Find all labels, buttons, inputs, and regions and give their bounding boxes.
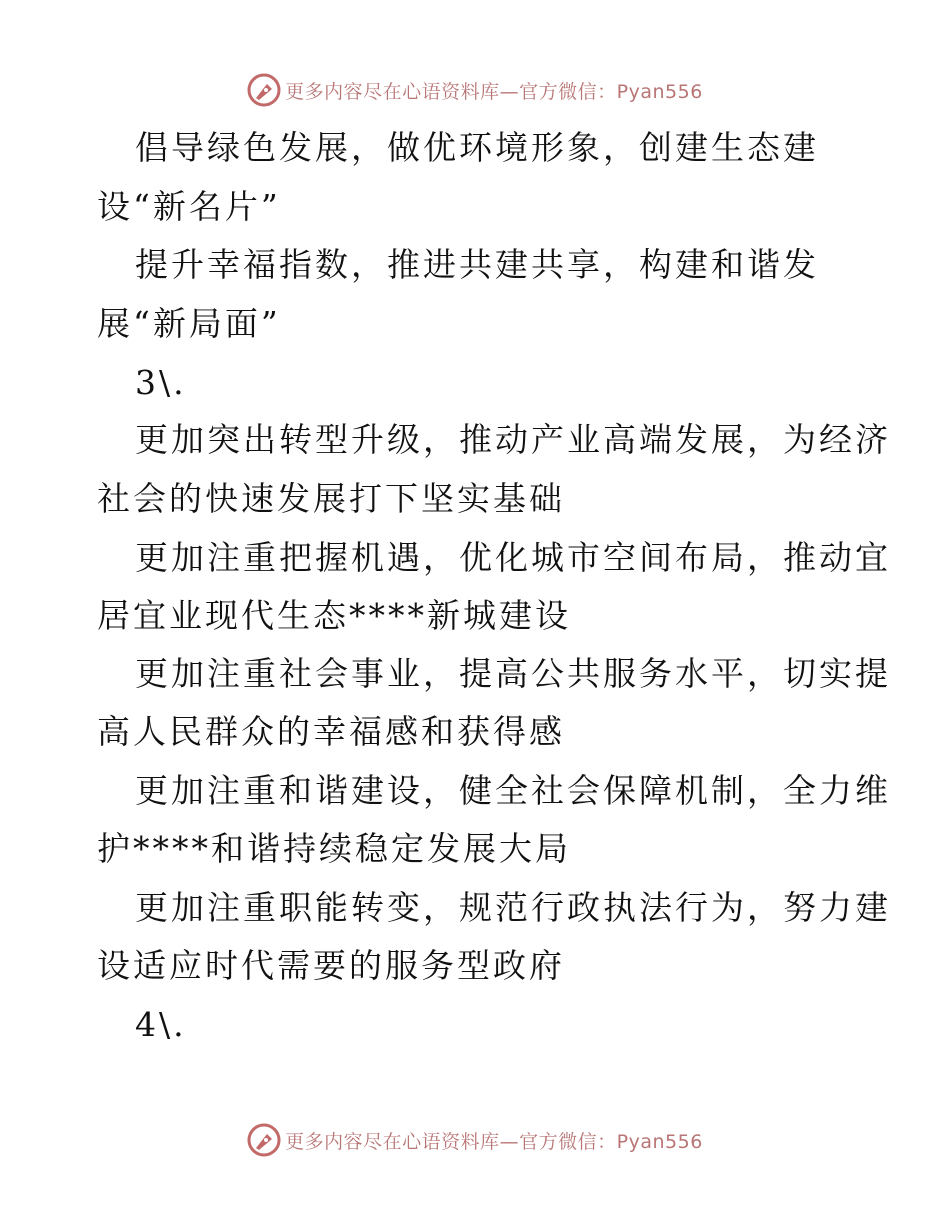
paragraph-line: 更加注重社会事业，提高公共服务水平，切实提	[135, 654, 891, 693]
pen-nib-logo-icon	[247, 73, 281, 107]
paragraph-line: 设“新名片”	[97, 187, 281, 226]
header-watermark	[0, 70, 950, 110]
paragraph-line: 更加注重把握机遇，优化城市空间布局，推动宜	[135, 538, 891, 577]
paragraph-line: 设适应时代需要的服务型政府	[97, 946, 565, 985]
paragraph-line: 居宜业现代生态****新城建设	[97, 596, 571, 635]
paragraph-line: 更加注重和谐建设，健全社会保障机制，全力维	[135, 771, 891, 810]
paragraph-line: 社会的快速发展打下坚实基础	[97, 479, 565, 518]
footer-watermark	[0, 1120, 950, 1160]
paragraph-line: 展“新局面”	[97, 304, 281, 343]
paragraph-line: 更加注重职能转变，规范行政执法行为，努力建	[135, 888, 891, 927]
paragraph-line: 倡导绿色发展，做优环境形象，创建生态建	[135, 128, 819, 167]
paragraph-line: 护****和谐持续稳定发展大局	[97, 829, 571, 868]
section-number: 4\.	[135, 1005, 187, 1044]
paragraph-line: 更加突出转型升级，推动产业高端发展，为经济	[135, 420, 891, 459]
section-number: 3\.	[135, 363, 187, 402]
pen-nib-logo-icon	[247, 1123, 281, 1157]
paragraph-line: 高人民群众的幸福感和获得感	[97, 712, 565, 751]
paragraph-line: 提升幸福指数，推进共建共享，构建和谐发	[135, 245, 819, 284]
footer-watermark-text: 更多内容尽在心语资料库—官方微信：Pyan556	[285, 1130, 703, 1153]
header-watermark-text: 更多内容尽在心语资料库—官方微信：Pyan556	[285, 80, 703, 103]
